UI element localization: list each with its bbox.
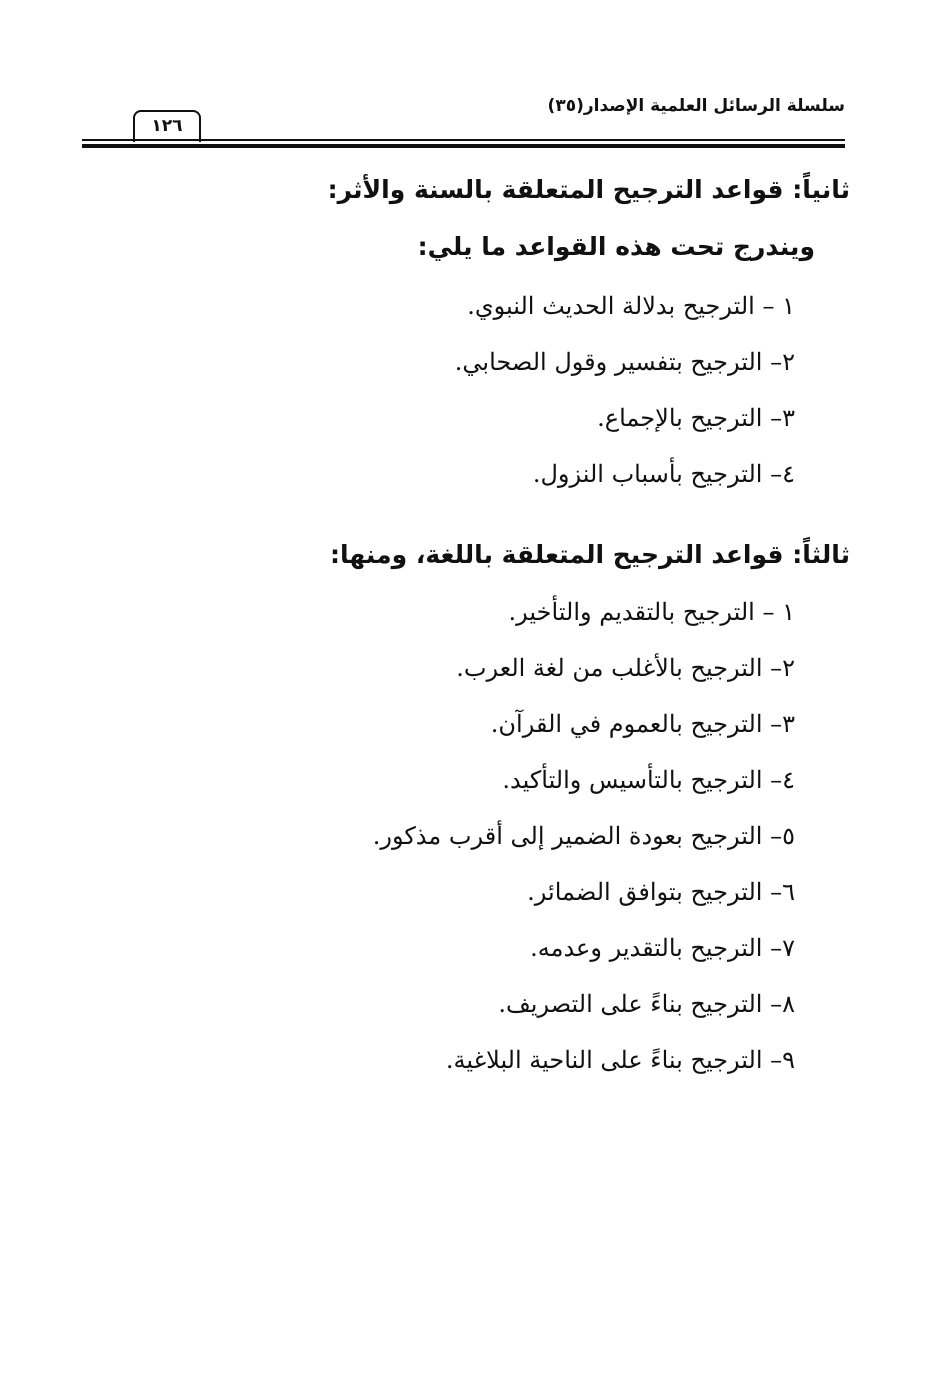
section-two-item: ٤– الترجيح بأسباب النزول. [532, 460, 795, 488]
section-three-item: ٤– الترجيح بالتأسيس والتأكيد. [502, 766, 795, 794]
section-three-item: ٦– الترجيح بتوافق الضمائر. [527, 878, 795, 906]
section-three-item: ٢– الترجيح بالأغلب من لغة العرب. [456, 654, 795, 682]
section-two-intro: ويندرج تحت هذه القواعد ما يلي: [417, 232, 815, 261]
section-three-item: ٥– الترجيح بعودة الضمير إلى أقرب مذكور. [372, 822, 795, 850]
section-two-item: ٢– الترجيح بتفسير وقول الصحابي. [454, 348, 795, 376]
running-title: سلسلة الرسائل العلمية الإصدار(٣٥) [547, 96, 845, 116]
section-three-item: ٣– الترجيح بالعموم في القرآن. [490, 710, 795, 738]
section-three-item: ٧– الترجيح بالتقدير وعدمه. [530, 934, 795, 962]
header-rule-thick [82, 144, 845, 148]
section-three-item: ٩– الترجيح بناءً على الناحية البلاغية. [445, 1046, 795, 1074]
section-three-item: ١ – الترجيح بالتقديم والتأخير. [508, 598, 795, 626]
section-three-heading: ثالثاً: قواعد الترجيح المتعلقة باللغة، ومنها: [330, 540, 850, 569]
header-rule-thin [82, 139, 845, 141]
page-number: ١٢٦ [133, 110, 201, 142]
section-two-item: ١ – الترجيح بدلالة الحديث النبوي. [467, 292, 795, 320]
section-two-item: ٣– الترجيح بالإجماع. [597, 404, 795, 432]
section-two-heading: ثانياً: قواعد الترجيح المتعلقة بالسنة والأثر: [327, 175, 850, 204]
section-three-item: ٨– الترجيح بناءً على التصريف. [498, 990, 795, 1018]
